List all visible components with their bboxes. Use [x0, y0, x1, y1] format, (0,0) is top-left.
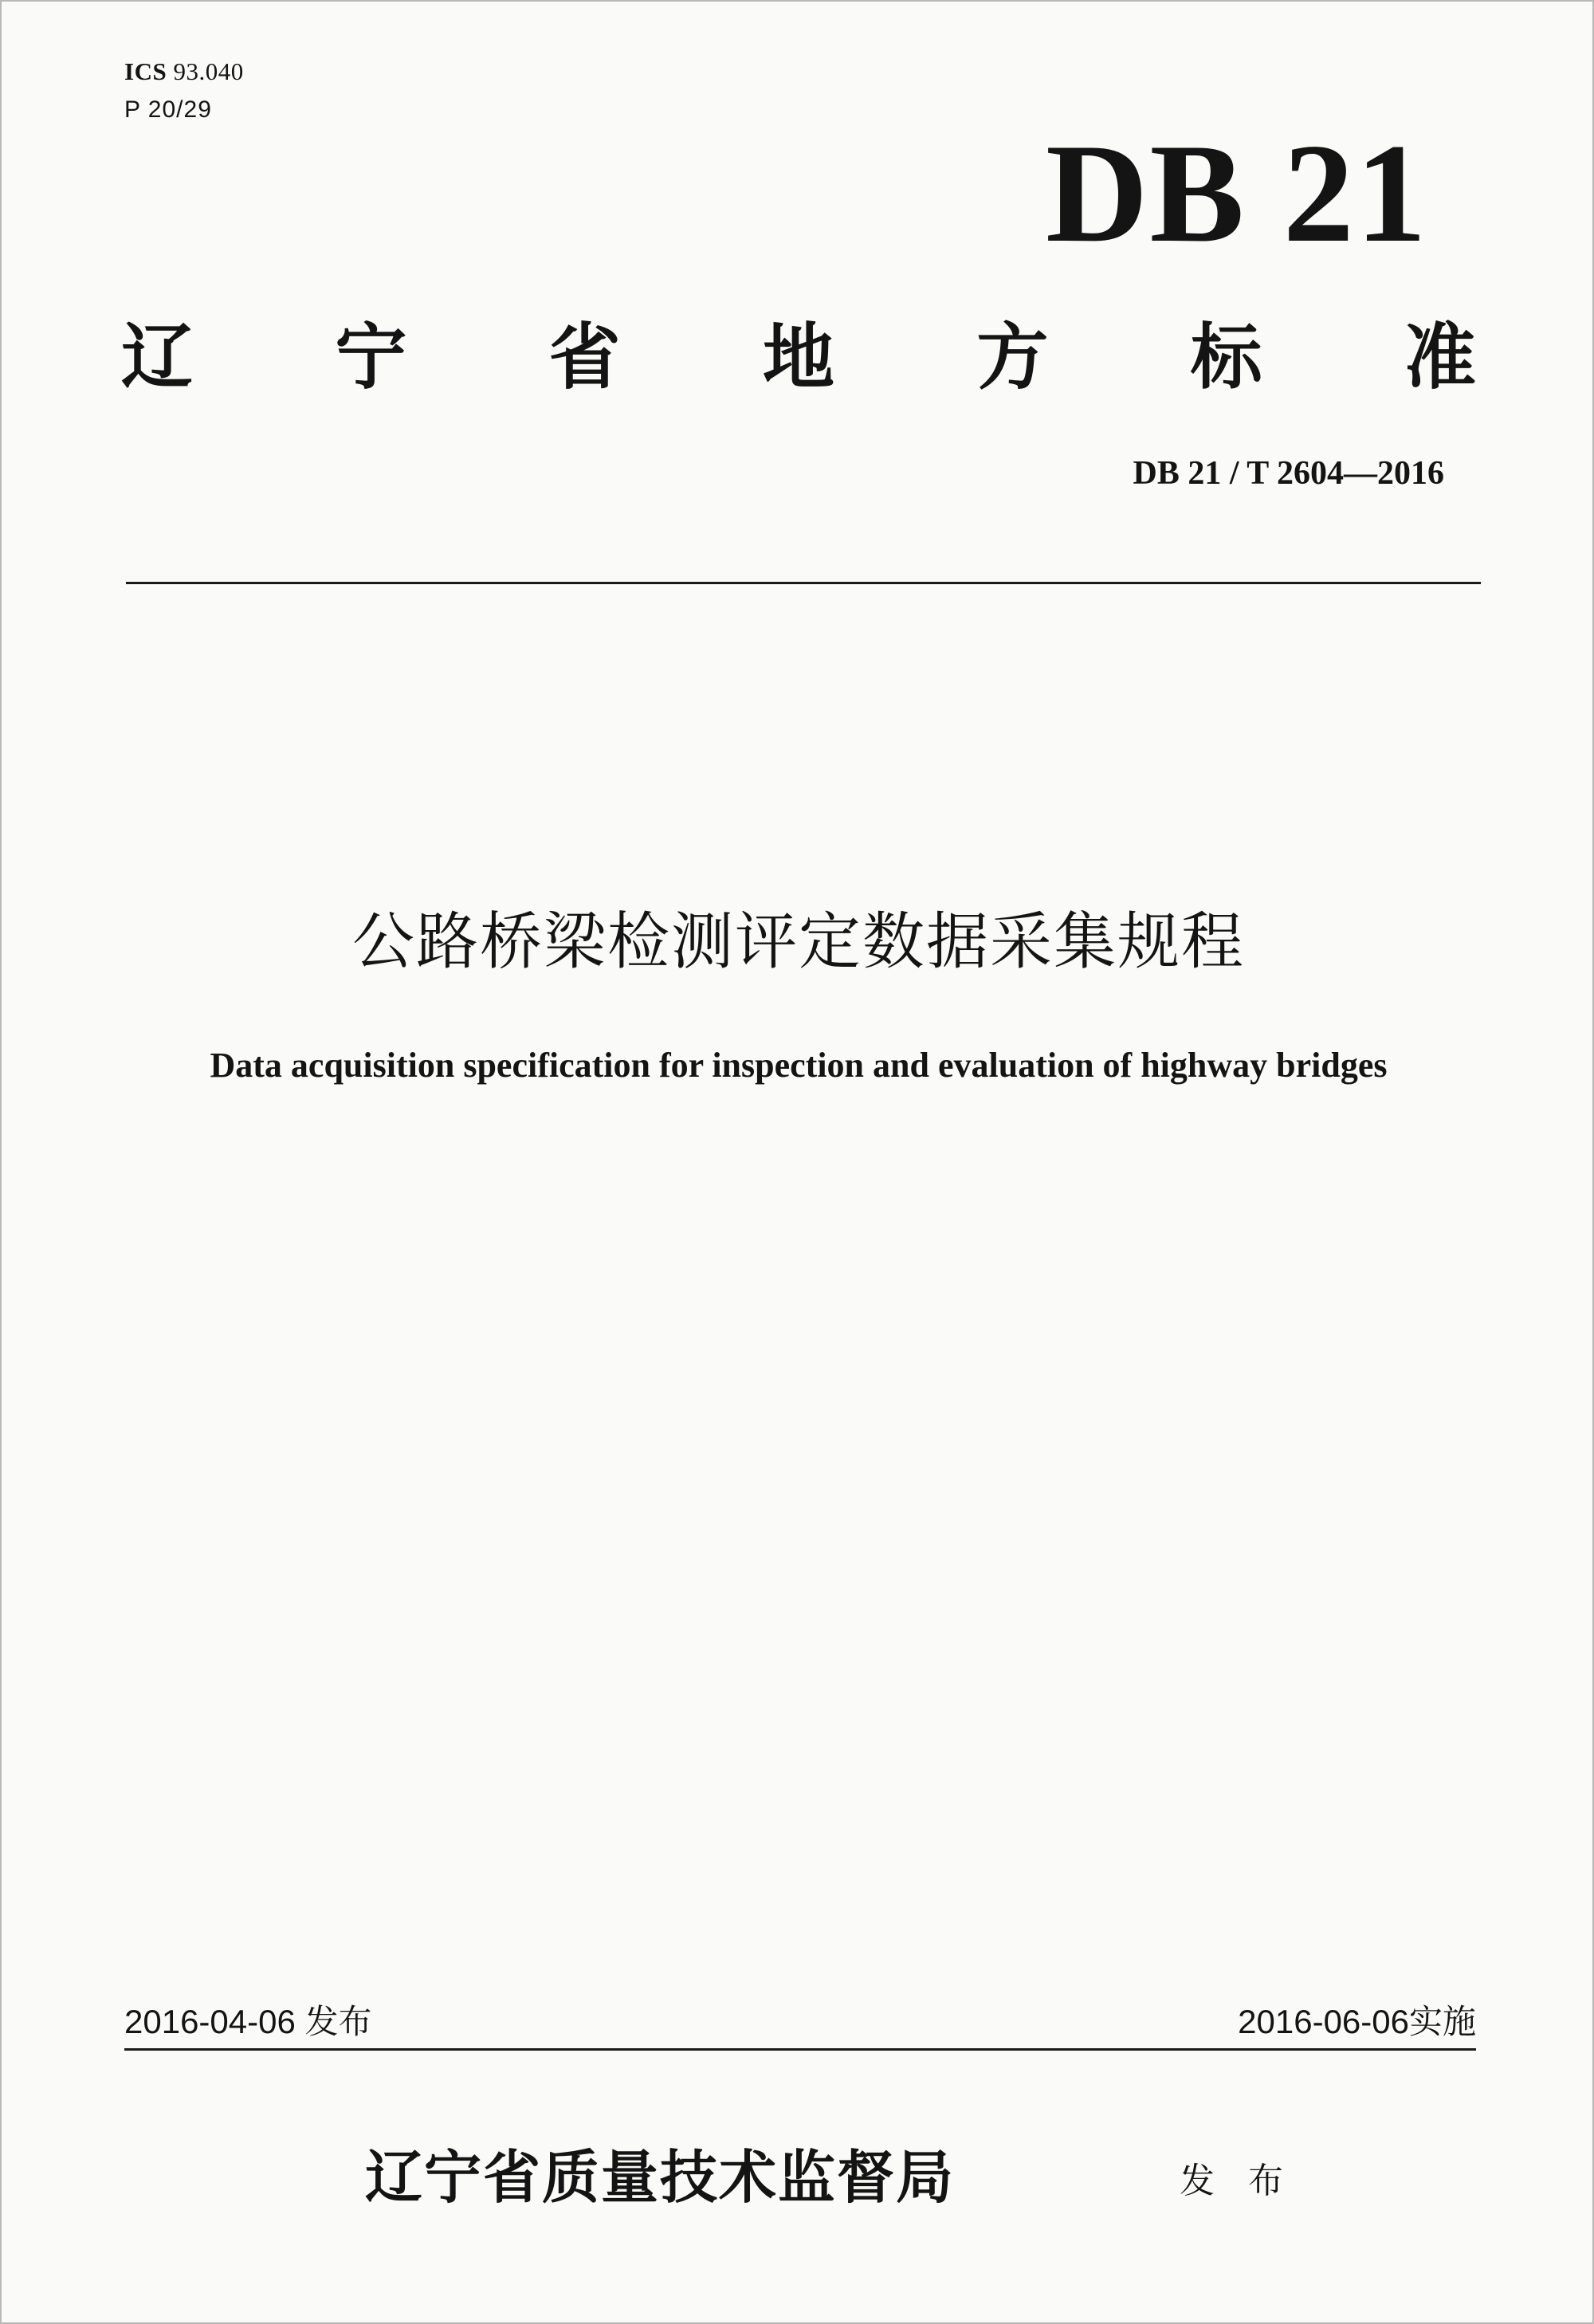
chinese-title: 公路桥梁检测评定数据采集规程	[351, 906, 1245, 978]
issue-date: 2016-04-06 发布	[124, 2003, 372, 2040]
bottom-divider	[124, 2048, 1476, 2051]
standard-type-char: 方	[976, 315, 1049, 399]
standard-type-char: 地	[762, 315, 834, 399]
top-divider	[126, 582, 1481, 584]
publisher-suffix: 发 布	[1180, 2161, 1294, 2201]
standard-type-char: 标	[1190, 315, 1262, 399]
standard-type-heading	[121, 309, 1476, 405]
publisher-name: 辽宁省质量技术监督局	[365, 2143, 956, 2211]
standard-type-char: 宁	[335, 315, 407, 399]
standard-type-char: 省	[548, 315, 621, 399]
classification-code: P 20/29	[124, 96, 212, 123]
standard-number: DB 21 / T 2604—2016	[1133, 455, 1444, 492]
ics-code	[124, 56, 244, 88]
english-title: Data acquisition specification for inspection and evaluation of highway bridges	[210, 1046, 1388, 1085]
standard-type-char: 准	[1404, 315, 1476, 399]
implementation-date: 2016-06-06实施	[1238, 2003, 1476, 2040]
ics-value: 93.040	[173, 57, 244, 85]
standard-type-char: 辽	[121, 315, 193, 399]
db-code-heading: DB 21	[1046, 114, 1428, 272]
ics-label: ICS	[124, 57, 167, 85]
